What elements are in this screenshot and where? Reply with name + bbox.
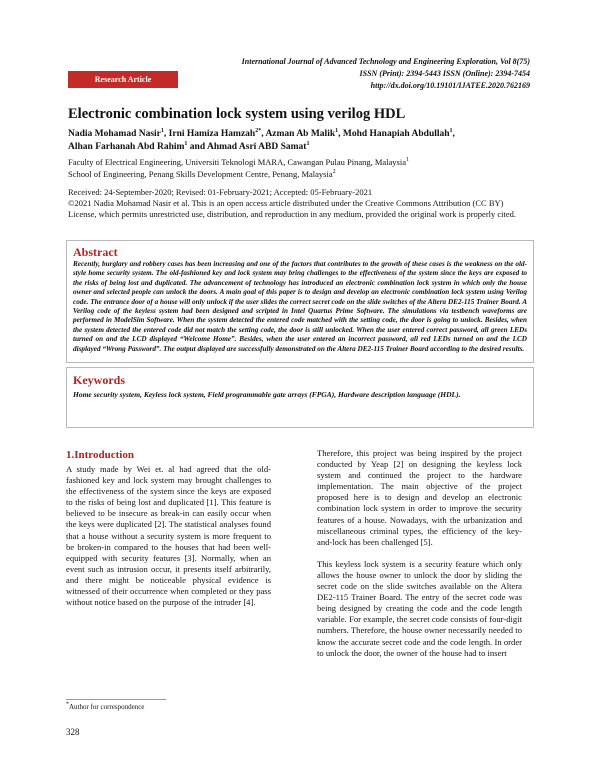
article-type-badge: Research Article xyxy=(68,71,178,88)
section-heading-introduction: 1.Introduction xyxy=(66,449,134,461)
footnote-divider xyxy=(66,699,166,700)
affiliations xyxy=(68,156,533,180)
abstract-heading: Abstract xyxy=(73,245,118,259)
abstract-text: Recently, burglary and robbery cases has been increasing and one of the factors that contributes to the growth of these cases is the weakness on the old-style home security system. The old-fashioned key and lock system may bring challenges to the effectiveness of the system since the keys are exposed to the risks of being lost and duplicated. The advancement of technology has introduced an electronic combination lock system in which only the house owner and selected people can unlock the doors. A main goal of this paper is to design and develop an electronic combination lock system using Verilog code. The entrance door of a house will only unlock if the user slides the correct secret code on the slide switches of the Altera DE2-115 Trainer Board. A Verilog code of the keyless system had been designed and scripted in Intel Quartus Prime Software. The simulations via testbench waveforms are performed in ModelSim Software. When the system detected the entered code matched with the setting code, the door is going to unlock. Besides, when the system detected the entered code did not match the setting code, the door is still unlocked. When the user entered correct password, all green LEDs turned on and the LCD displayed “Welcome Home”. Besides, when the user entered an incorrect password, all red LEDs turned on and the LCD displayed “Wrong Password”. The output displayed are successfully demonstrated on the Altera DE2-115 Trainer Board according to the desired results. xyxy=(73,260,527,353)
author-line-2: Alhan Farhanah Abd Rahim$^1$ and Ahmad Asri ABD Samat$^1$ xyxy=(68,140,310,152)
keywords-heading: Keywords xyxy=(73,373,125,387)
keywords-text: Home security system, Keyless lock system, Field programmable gate arrays (FPGA), Hardware description language (HDL). xyxy=(73,390,461,399)
paragraph: Therefore, this project was being inspired by the project conducted by Yeap [2] on designing the keyless lock system and continued the project to the hardware implementation. The main objective of the project proposed here is to design and develop an electronic combination lock system in order to improve the security features of a house. Nowadays, with the urbanization and miscellaneous criminal types, the efficiency of the key-and-lock has been challenged [5]. xyxy=(317,448,522,547)
paragraph: This keyless lock system is a security feature which only allows the house owner to unlock the door by sliding the secret code on the slide switches available on the Altera DE2-115 Trainer Board. The entry of the secret code was being designed by creating the code and the code length variable. For example, the secret code consists of four-digit numbers. Therefore, the house owner necessarily needed to know the accurate secret code and the code length. In order to unlock the door, the owner of the house had to insert xyxy=(317,558,522,658)
article-dates: Received: 24-September-2020; Revised: 01-February-2021; Accepted: 05-February-2021 xyxy=(68,187,373,197)
right-column xyxy=(317,448,522,659)
license-statement: ©2021 Nadia Mohamad Nasir et al. This is an open access article distributed under the Creative Commons Attribution (CC BY) License, which permits unrestricted use, distribution, and reproduction in any medium, provided the original work is properly cited. xyxy=(68,198,517,219)
journal-name: International Journal of Advanced Technology and Engineering Exploration, Vol 8(75) xyxy=(241,57,530,66)
author-line-1: Nadia Mohamad Nasir$^1$, Irni Hamiza Hamzah$^{2*}$, Azman Ab Malik$^1$, Mohd Hanapiah Abdullah$^1$, xyxy=(68,127,455,139)
footnote: *Author for correspondence xyxy=(66,701,145,711)
journal-header xyxy=(230,56,530,92)
affiliation-2: School of Engineering, Penang Skills Development Centre, Penang, Malaysia$^2$ xyxy=(68,169,336,179)
paragraph: A study made by Wei et. al had agreed that the old-fashioned key and lock system may brought challenges to the effectiveness of the system since the keys are exposed to the risks of being lost and duplicated [1]. This feature is believed to be insecure as break-in can easily occur when the keys were duplicated [2]. The statistical analyses found that a house without a security system is more frequent to be broken-in compared to the houses that had been well-equipped with security features [3]. Normally, when an event such as intrusion occur, it presents itself arbitrarily, and there might be noticeable physical evidence is witnessed of their occurrence when completed or they pass without notice based on the purpose of the intruder [4]. xyxy=(66,464,271,608)
author-list xyxy=(68,128,533,154)
page-number: 328 xyxy=(66,727,80,737)
paper-title: Electronic combination lock system using verilog HDL xyxy=(68,106,406,122)
affiliation-1: Faculty of Electrical Engineering, Universiti Teknologi MARA, Cawangan Pulau Pinang, Malaysia$^1$ xyxy=(68,157,409,167)
journal-issn: ISSN (Print): 2394-5443 ISSN (Online): 2394-7454 xyxy=(359,69,530,78)
keywords-box xyxy=(66,367,534,428)
left-column xyxy=(66,449,271,608)
abstract-box xyxy=(66,240,534,363)
journal-doi[interactable]: http://dx.doi.org/10.19101/IJATEE.2020.762169 xyxy=(370,81,530,90)
